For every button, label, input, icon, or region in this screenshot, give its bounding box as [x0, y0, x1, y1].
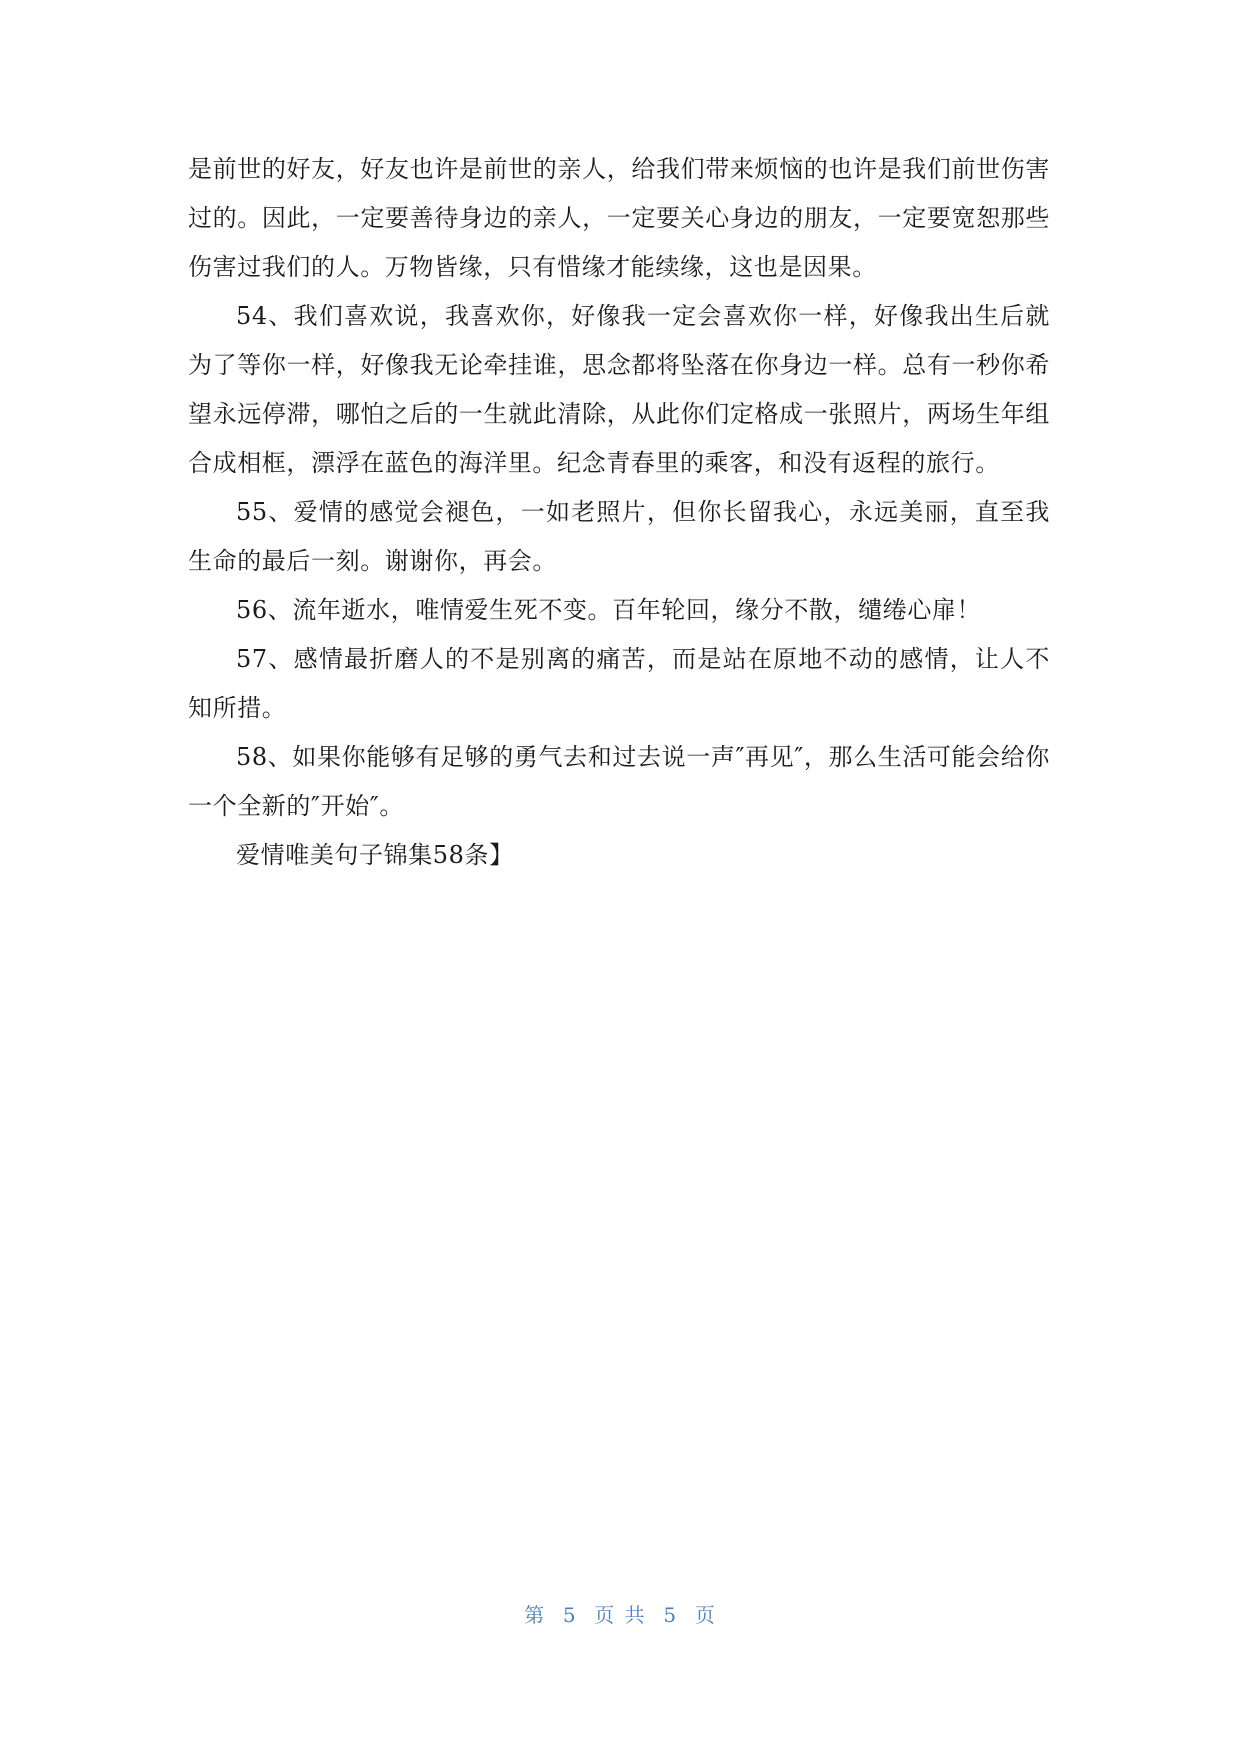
paragraph-continuation: 是前世的好友，好友也许是前世的亲人，给我们带来烦恼的也许是我们前世伤害过的。因此，一定要善待身边的亲人，一定要关心身边的朋友，一定要宽恕那些伤害过我们的人。万物皆缘，只有惜缘才能续缘，这也是因果。 [188, 155, 1050, 281]
paragraph-58: 58、如果你能够有足够的勇气去和过去说一声″再见″，那么生活可能会给你一个全新的″开始″。 [188, 743, 1050, 820]
paragraph-55: 55、爱情的感觉会褪色，一如老照片，但你长留我心，永远美丽，直至我生命的最后一刻。谢谢你，再会。 [188, 498, 1050, 575]
page-number-footer: 第 5 页 共 5 页 [524, 1603, 717, 1627]
paragraph-56: 56、流年逝水，唯情爱生死不变。百年轮回，缘分不散，缱绻心扉！ [236, 596, 982, 624]
paragraph-closing: 爱情唯美句子锦集58条】 [236, 841, 514, 869]
paragraph-57: 57、感情最折磨人的不是别离的痛苦，而是站在原地不动的感情，让人不知所措。 [188, 645, 1050, 722]
document-body [188, 145, 1050, 880]
paragraph-54: 54、我们喜欢说，我喜欢你，好像我一定会喜欢你一样，好像我出生后就为了等你一样，好像我无论牵挂谁，思念都将坠落在你身边一样。总有一秒你希望永远停滞，哪怕之后的一生就此清除，从此你们定格成一张照片，两场生年组合成相框，漂浮在蓝色的海洋里。纪念青春里的乘客，和没有返程的旅行。 [188, 302, 1050, 477]
